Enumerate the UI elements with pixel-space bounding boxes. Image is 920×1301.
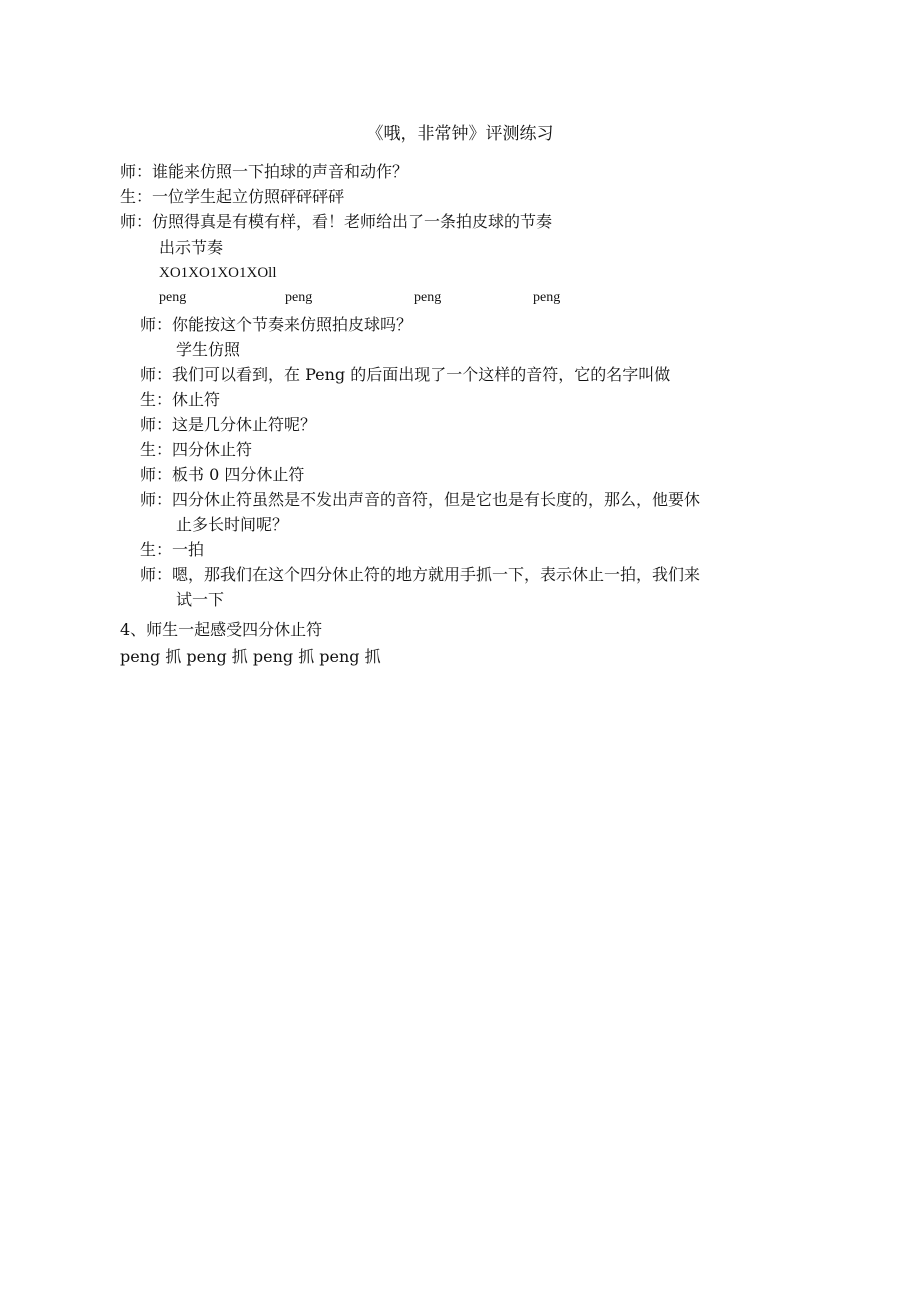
peng-label: peng [414,290,442,305]
peng-label: peng [285,290,313,305]
dialogue-line: 生：休止符 [140,390,221,409]
dialogue-line: 师：谁能来仿照一下拍球的声音和动作？ [120,162,409,181]
dialogue-line: 试一下 [176,590,225,609]
rhythm-notation: XO1XO1XO1XOll [159,265,277,281]
section-heading: 4、师生一起感受四分休止符 [120,620,323,639]
dialogue-line: 止多长时间呢？ [176,515,289,534]
peng-label: peng [159,290,187,305]
dialogue-line: 师：这是几分休止符呢？ [140,415,317,434]
dialogue-line: 学生仿照 [176,340,241,359]
dialogue-line: 师：你能按这个节奏来仿照拍皮球吗？ [140,315,413,334]
dialogue-line: 师：嗯，那我们在这个四分休止符的地方就用手抓一下，表示休止一拍，我们来 [140,565,701,584]
dialogue-line: 师：我们可以看到，在 Peng 的后面出现了一个这样的音符，它的名字叫做 [140,365,671,384]
dialogue-line: 生：一位学生起立仿照砰砰砰砰 [120,187,345,206]
dialogue-line: 出示节奏 [159,238,224,257]
dialogue-line: 生：一拍 [140,540,205,559]
document-title: 《哦，非常钟》评测练习 [366,124,554,144]
peng-label: peng [533,290,561,305]
dialogue-line: 生：四分休止符 [140,440,253,459]
dialogue-line: 师：板书 0 四分休止符 [140,465,305,484]
rhythm-practice: peng 抓 peng 抓 peng 抓 peng 抓 [120,647,381,666]
dialogue-line: 师：仿照得真是有模有样，看！老师给出了一条拍皮球的节奏 [120,212,553,231]
dialogue-line: 师：四分休止符虽然是不发出声音的音符，但是它也是有长度的，那么，他要休 [140,490,701,509]
